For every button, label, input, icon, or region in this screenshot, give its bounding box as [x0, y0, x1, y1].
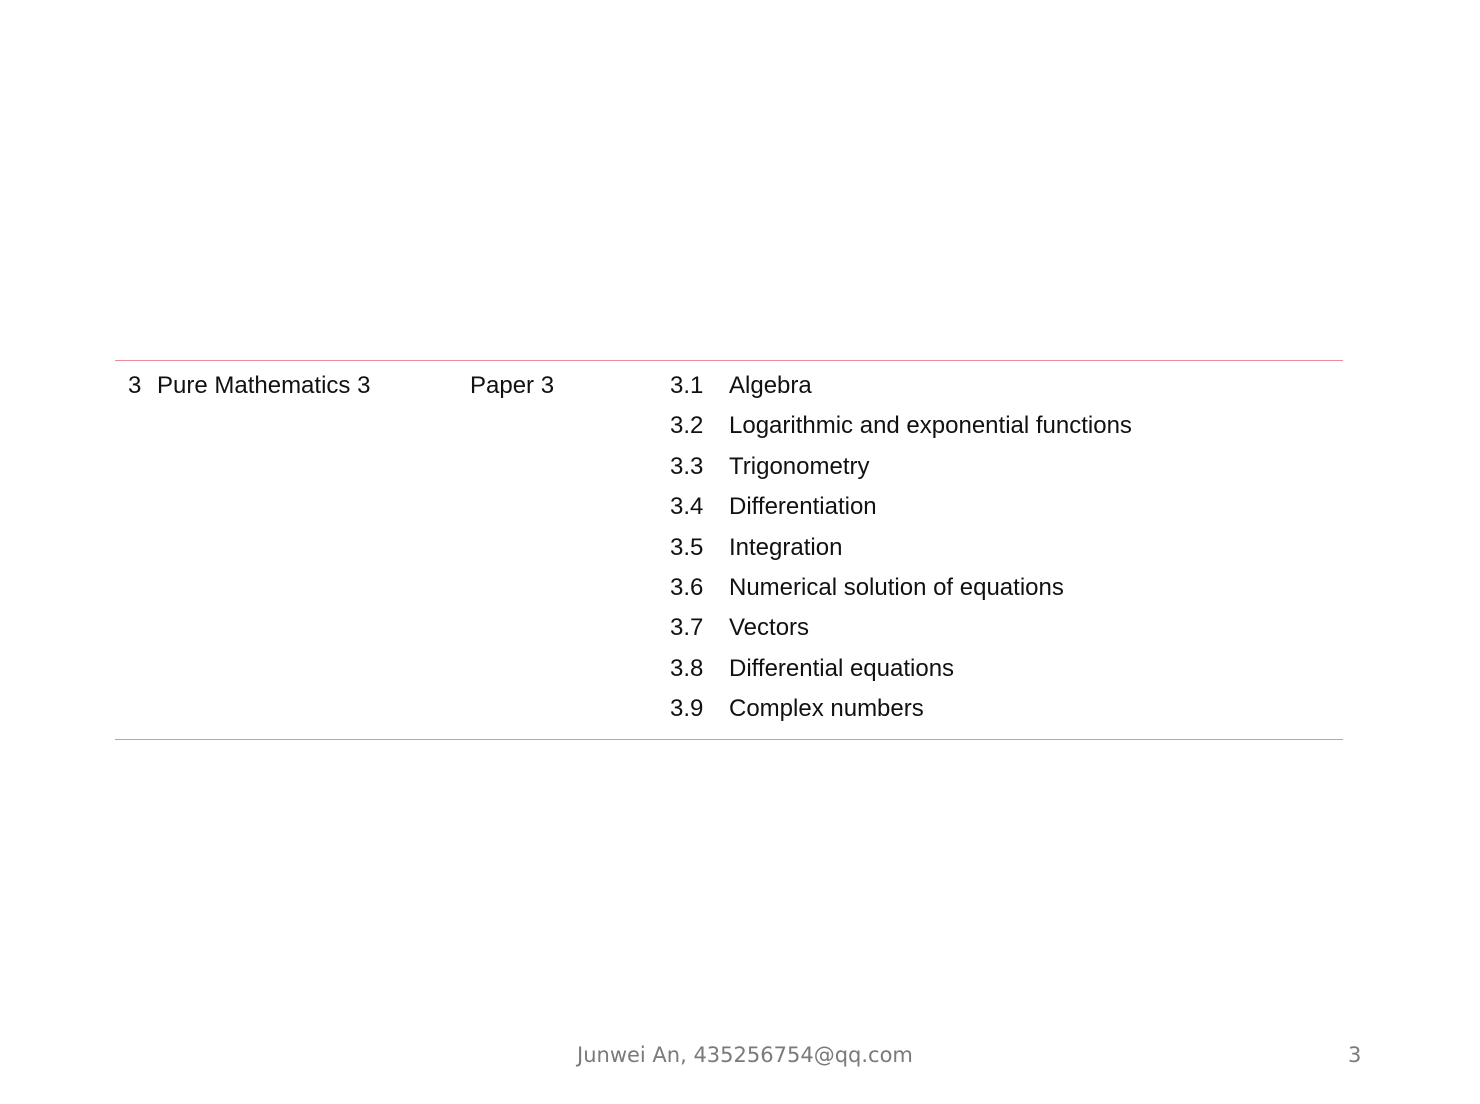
topic-number: 3.1: [670, 372, 704, 399]
topic-number: 3.7: [670, 614, 704, 642]
topic-label: Algebra: [729, 372, 812, 399]
paper-label: Paper 3: [470, 372, 555, 399]
page-number: 3: [1348, 1043, 1362, 1067]
table-bottom-rule: [115, 739, 1343, 740]
section-heading: [128, 372, 370, 400]
topic-item: [670, 453, 1132, 493]
topic-label: Vectors: [729, 614, 810, 642]
topic-item: [670, 655, 1132, 695]
topic-item: [670, 614, 1132, 654]
topic-number: 3.2: [670, 412, 704, 440]
topic-label: Integration: [729, 533, 843, 561]
topic-number: 3.8: [670, 654, 704, 682]
topic-number: 3.5: [670, 533, 704, 561]
topic-item: [670, 493, 1132, 533]
table-top-rule: [115, 360, 1343, 361]
topic-label: Differential equations: [729, 654, 955, 682]
footer-author: Junwei An, 435256754@qq.com: [577, 1043, 913, 1067]
topic-label: Numerical solution of equations: [729, 573, 1064, 601]
topic-label: Differentiation: [729, 493, 877, 521]
topic-item: [670, 574, 1132, 614]
topic-number: 3.4: [670, 493, 704, 521]
topic-item: [670, 695, 1132, 735]
topic-label: Trigonometry: [729, 452, 870, 480]
topic-item: [670, 412, 1132, 452]
topic-number: 3.6: [670, 573, 704, 601]
topic-label: Logarithmic and exponential functions: [729, 412, 1132, 440]
section-title: Pure Mathematics 3: [157, 372, 371, 399]
topic-item: [670, 534, 1132, 574]
topic-number: 3.3: [670, 452, 704, 480]
topic-list: [670, 372, 1132, 736]
section-number: 3: [128, 372, 142, 399]
topic-item: [670, 372, 1132, 412]
topic-label: Complex numbers: [729, 695, 924, 723]
topic-number: 3.9: [670, 695, 704, 723]
